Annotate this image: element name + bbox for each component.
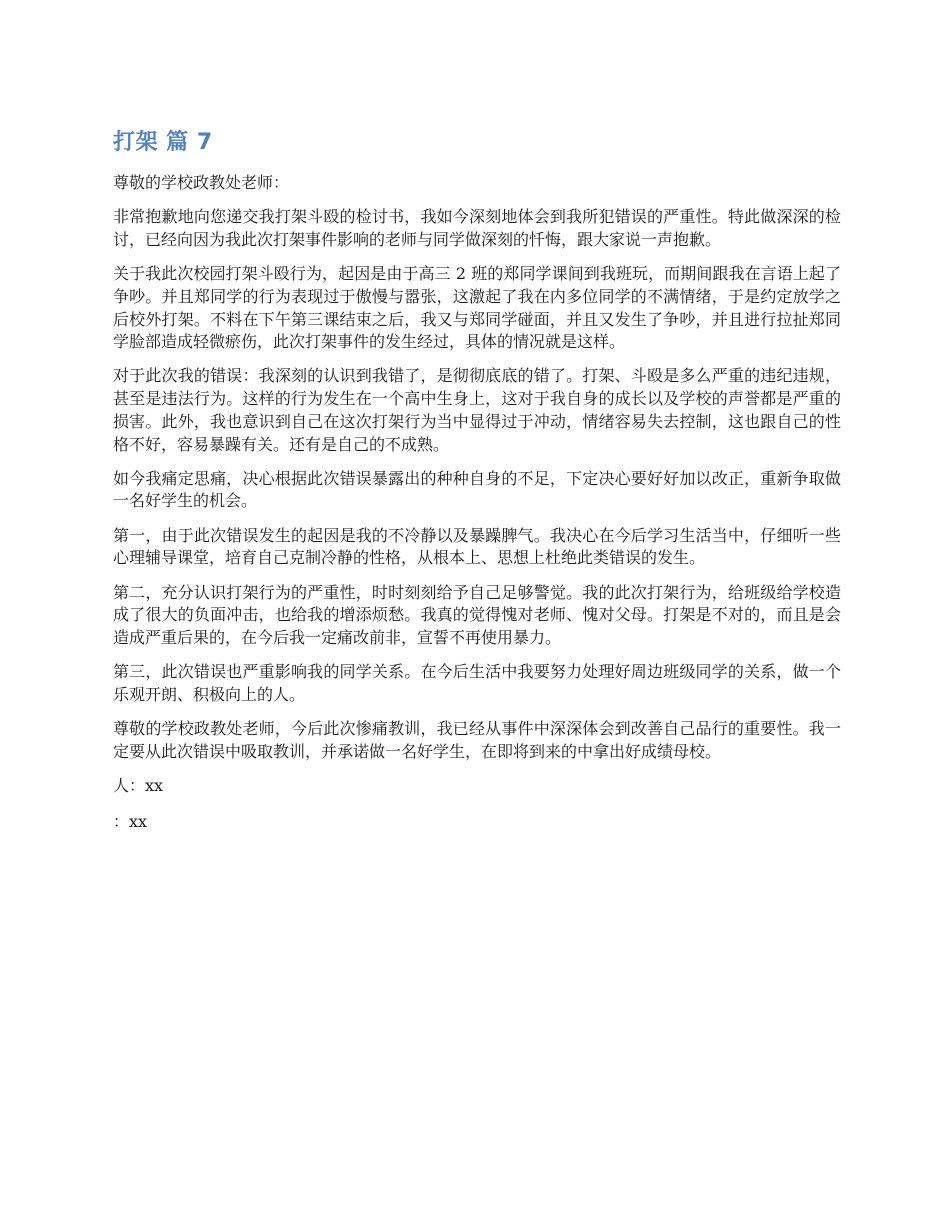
document-title: 打架 篇 7 — [113, 130, 213, 155]
paragraph-8: 尊敬的学校政教处老师，今后此次惨痛教训，我已经从事件中深深体会到改善自己品行的重要性。我一定要从此次错误中吸取教训，并承诺做一名好学生，在即将到来的中拿出好成绩母校。 — [113, 719, 841, 761]
paragraph-6: 第二，充分认识打架行为的严重性，时时刻刻给予自己足够警觉。我的此次打架行为，给班级给学校造成了很大的负面冲击，也给我的增添烦愁。我真的觉得愧对老师、愧对父母。打架是不对的，而且是会造成严重后果的，在今后我一定痛改前非，宣誓不再使用暴力。 — [113, 582, 841, 647]
signature-name: 人：xx — [113, 775, 164, 795]
paragraph-2: 关于我此次校园打架斗殴行为，起因是由于高三 2 班的郑同学课间到我班玩，而期间跟我在言语上起了争吵。并且郑同学的行为表现过于傲慢与嚣张，这激起了我在内多位同学的不满情绪，于是约定放学之后校外打架。不料在下午第三课结束之后，我又与郑同学碰面，并且又发生了争吵，并且进行拉扯郑同学脸部造成轻微瘀伤，此次打架事件的发生经过，具体的情况就是这样。 — [113, 264, 841, 352]
paragraph-5: 第一，由于此次错误发生的起因是我的不冷静以及暴躁脾气。我决心在今后学习生活当中，仔细听一些心理辅导课堂，培育自己克制冷静的性格，从根本上、思想上杜绝此类错误的发生。 — [113, 525, 841, 568]
paragraph-4: 如今我痛定思痛，决心根据此次错误暴露出的种种自身的不足，下定决心要好好加以改正，重新争取做一名好学生的机会。 — [113, 468, 841, 511]
paragraph-1: 非常抱歉地向您递交我打架斗殴的检讨书，我如今深刻地体会到我所犯错误的严重性。特此做深深的检讨，已经向因为我此次打架事件影响的老师与同学做深刻的忏悔，跟大家说一声抱歉。 — [113, 207, 841, 249]
document-page — [113, 128, 841, 846]
paragraph-3: 对于此次我的错误：我深刻的认识到我错了，是彻彻底底的错了。打架、斗殴是多么严重的违纪违规，甚至是违法行为。这样的行为发生在一个高中生身上，这对于我自身的成长以及学校的声誉都是严重的损害。此外，我也意识到自己在这次打架行为当中显得过于冲动，情绪容易失去控制，这也跟自己的性格不好，容易暴躁有关。还有是自己的不成熟。 — [113, 366, 841, 454]
signature-date: ：xx — [113, 811, 148, 831]
salutation: 尊敬的学校政教处老师： — [113, 173, 290, 192]
paragraph-7: 第三，此次错误也严重影响我的同学关系。在今后生活中我要努力处理好周边班级同学的关系，做一个乐观开朗、积极向上的人。 — [113, 662, 841, 704]
